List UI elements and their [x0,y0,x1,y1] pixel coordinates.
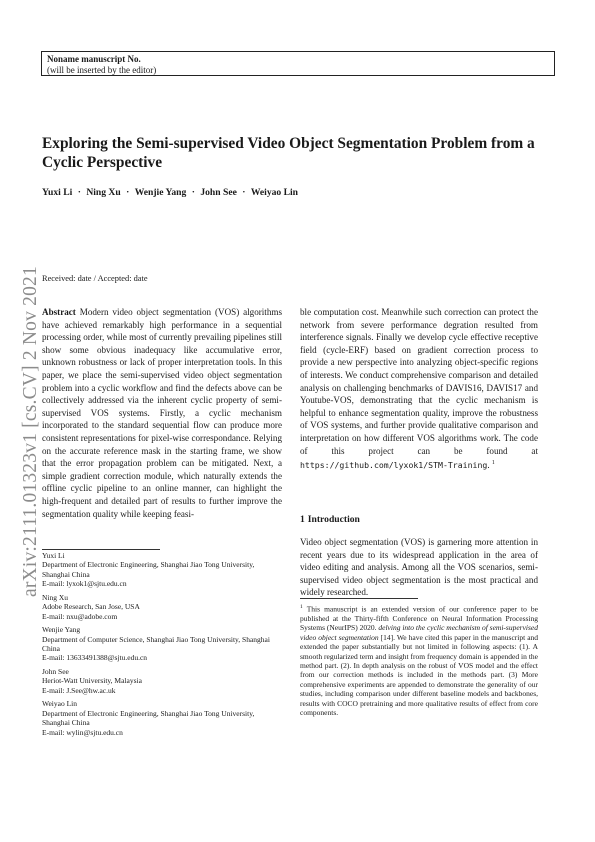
arxiv-identifier-stamp: arXiv:2111.01323v1 [cs.CV] 2 Nov 2021 [20,266,41,597]
affiliation-divider [42,549,160,550]
author-name: John See [200,187,237,198]
affiliation-author-name: Yuxi Li [42,551,65,560]
author-name: Yuxi Li [42,187,73,198]
affiliation-author-name: Ning Xu [42,592,69,602]
code-url-link[interactable]: https://github.com/lyxok1/STM-Training [300,460,488,471]
author-separator: · [239,187,248,198]
author-name: Wenjie Yang [134,187,187,198]
affiliation-entry [42,667,282,695]
affiliation-entry [42,551,282,589]
footnote-divider [300,598,418,599]
affiliation-entry [42,593,282,621]
abstract-continuation [300,306,538,472]
author-separator: · [189,187,198,198]
received-date: Received: date / Accepted: date [42,274,148,283]
author-separator: · [75,187,84,198]
footnote-text-end: [14]. We have cited this paper in the manuscript and extended the paper substantially but not limited in following aspects: (1). A smooth regularized term and insight from frequency domain is appended in the method part. (2). In depth analysis on the robust of VOS model and the effect from our correction methods is included in the methods part. (3) More comprehensive experiments are appended to demonstrate the generality of our studies, including comparison under different baseline models and backbones, results with COCO pretraining and more qualitative results of effect from core components. [300,632,539,717]
abstract-text: Modern video object segmentation (VOS) algorithms have achieved remarkably high performance in a sequential processing order, while most of currently prevailing pipelines still show some obvious inadequacy like accumulative error, unknown robustness or lack of proper interpretation tools. In this paper, we place the semi-supervised video object segmentation problem into a cyclic workflow and find the defects above can be collectively addressed via the inherent cyclic property of semi-supervised VOS systems. Firstly, a cyclic mechanism incorporated to the standard sequential flow can produce more consistent representations for pixel-wise correspondance. Relying on the accurate reference mask in the starting frame, we show that the error propagation problem can be mitigated. Next, a simple gradient correction module, which naturally extends the offline cyclic pipeline to an online manner, can highlight the high-frequent and detailed part of results to further improve the segmentation quality while keeping feasi- [42,307,282,519]
abstract [42,306,282,520]
footnote-conference-title: delving into the cyclic mechanism of semi-supervised video object segmentation [300,623,538,642]
author-list [42,187,298,198]
manuscript-number: Noname manuscript No. [47,54,141,64]
affiliation-entry [42,625,282,663]
author-separator: · [123,187,132,198]
affiliation-line: E-mail: 13633491388@sjtu.edu.cn [42,653,148,663]
affiliation-line: Department of Electronic Engineering, Shanghai Jiao Tong University, Shanghai China [42,560,255,579]
affiliation-line: Department of Electronic Engineering, Shanghai Jiao Tong University, Shanghai China [42,708,255,728]
affiliation-line: E-mail: lyxok1@sjtu.edu.cn [42,579,127,589]
paper-title: Exploring the Semi-supervised Video Object Segmentation Problem from a Cyclic Perspective [42,135,535,171]
affiliation-line: E-mail: J.See@hw.ac.uk [42,685,116,695]
affiliation-entry [42,699,282,737]
editor-note: (will be inserted by the editor) [47,64,157,75]
affiliation-author-name: Wenjie Yang [42,625,81,635]
section-number: 1 [300,514,305,525]
affiliation-line: Department of Computer Science, Shanghai Jiao Tong University, Shanghai China [42,634,270,654]
abstract-continuation-text: ble computation cost. Meanwhile such correction can protect the network from severe performance degration resulted from interference signals. Finally we develop cycle effective receptive field (cycle-ERF) based on gradient correction process to provide a new perspective into analyzing object-specific regions of interests. We conduct comprehensive comparison and detailed analysis on challenging benchmarks of DAVIS16, DAVIS17 and Youtube-VOS, demonstrating that the cyclic mechanism is helpful to enhance segmentation quality, improve the robustness of VOS systems, and further provide qualitative comparison and interpretation on how different VOS algorithms work. The code of this project can be found at [300,307,538,456]
affiliation-author-name: Weiyao Lin [42,699,78,709]
footnote-text-start: This manuscript is an extended version of our conference paper to be published at the Thirty-fifth Conference on Neural Information Processing Systems (NeurIPS) 2020. [300,604,538,633]
affiliations-block [42,551,282,741]
footnote-number: 1 [300,604,303,610]
section-title: Introduction [307,514,360,525]
affiliation-line: Heriot-Watt University, Malaysia [42,676,142,686]
affiliation-author-name: John See [42,667,69,677]
affiliation-line: E-mail: wylin@sjtu.edu.cn [42,727,123,737]
footnote-marker: 1 [491,460,495,467]
editor-box [41,51,555,76]
introduction-paragraph: Video object segmentation (VOS) is garnering more attention in recent years due to its widespread application in the area of video editing and analysis. Among all the VOS scenarios, semi-supervised video object segmentation is the most practical and widely researched. [300,537,538,598]
author-name: Ning Xu [86,187,121,198]
author-name: Weiyao Lin [250,187,299,198]
abstract-label: Abstract [42,307,76,317]
url-period: . [487,460,490,471]
affiliation-line: E-mail: nxu@adobe.com [42,611,118,621]
affiliation-line: Adobe Research, San Jose, USA [42,602,140,612]
footnote [300,603,538,717]
section-heading-introduction [300,514,360,525]
